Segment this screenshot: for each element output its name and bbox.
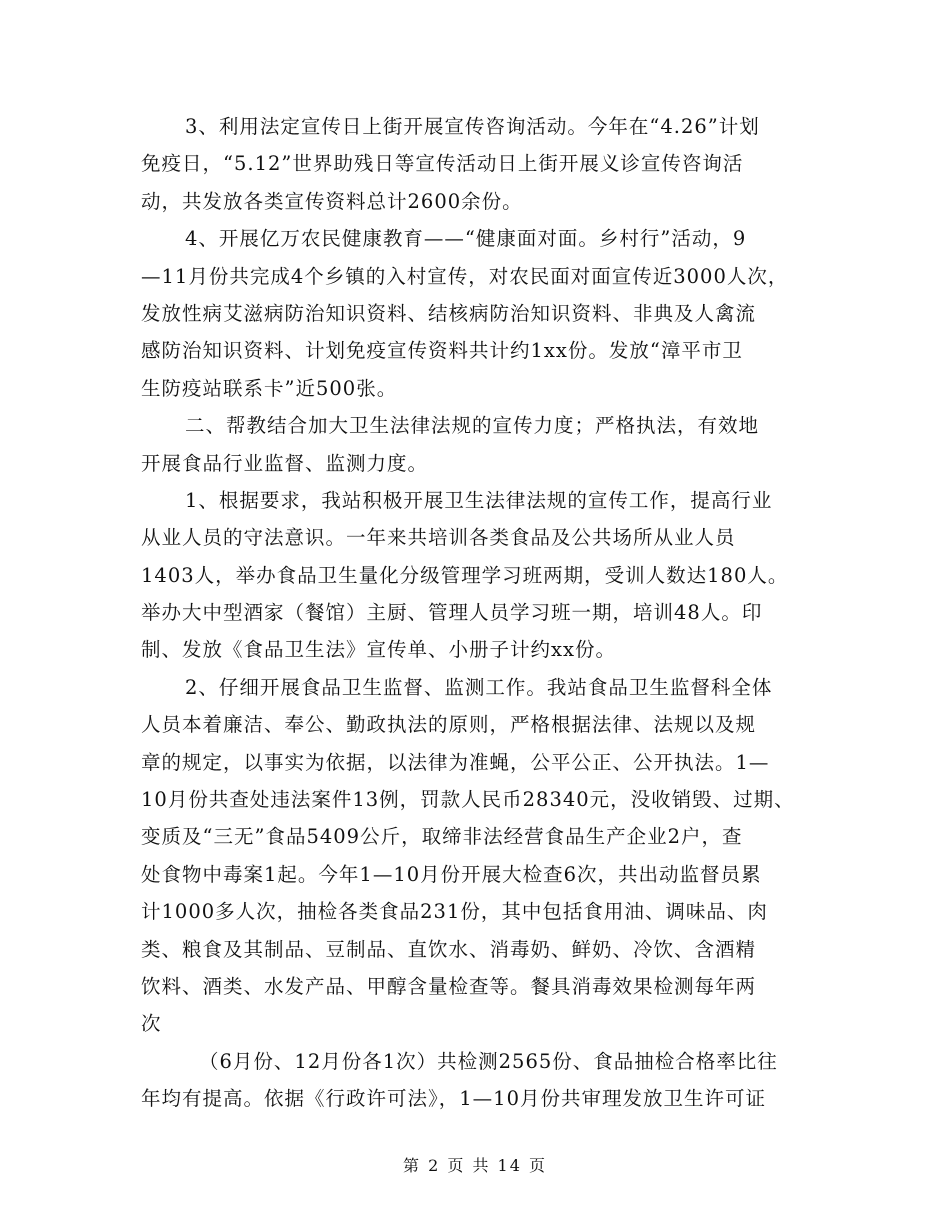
- text-line: （6月份、12月份各1次）共检测2565份、食品抽检合格率比往: [199, 1049, 778, 1073]
- text-line: 饮料、酒类、水发产品、甲醇含量检查等。餐具消毒效果检测每年两: [141, 974, 757, 998]
- text-line: 人员本着廉洁、奉公、勤政执法的原则，严格根据法律、法规以及规: [141, 713, 757, 737]
- text-line: 处食物中毒案1起。今年1—10月份开展大检查6次，共出动监督员累: [141, 862, 762, 886]
- text-line: 年均有提高。依据《行政许可法》，1—10月份共审理发放卫生许可证: [141, 1087, 766, 1111]
- section-heading-line: 开展食品行业监督、监测力度。: [141, 451, 429, 475]
- text-line: 2、仔细开展食品卫生监督、监测工作。我站食品卫生监督科全体: [185, 675, 773, 699]
- text-line: 1、根据要求，我站积极开展卫生法律法规的宣传工作，提高行业: [185, 488, 773, 512]
- text-line: 感防治知识资料、计划免疫宣传资料共计约1xx份。发放“漳平市卫: [141, 339, 743, 363]
- text-line: 1403人，举办食品卫生量化分级管理学习班两期，受训人数达180人。: [141, 563, 789, 587]
- text-line: 生防疫站联系卡”近500张。: [141, 376, 398, 400]
- text-line: 类、粮食及其制品、豆制品、直饮水、消毒奶、鲜奶、冷饮、含酒精: [141, 937, 757, 961]
- text-line: 10月份共查处违法案件13例，罚款人民币28340元，没收销毁、过期、: [141, 788, 795, 812]
- text-line: 变质及“三无”食品5409公斤，取缔非法经营食品生产企业2户，查: [141, 825, 743, 849]
- section-heading-line: 二、帮教结合加大卫生法律法规的宣传力度；严格执法，有效地: [185, 414, 760, 438]
- text-line: —11月份共完成4个乡镇的入村宣传，对农民面对面宣传近3000人次，: [141, 264, 789, 288]
- text-line: 3、利用法定宣传日上街开展宣传咨询活动。今年在“4.26”计划: [185, 115, 760, 138]
- text-line: 次: [141, 1012, 162, 1036]
- page-number-footer: 第 2 页 共 14 页: [403, 1156, 547, 1175]
- text-line: 4、开展亿万农民健康教育——“健康面对面。乡村行”活动，9: [185, 227, 747, 251]
- text-line: 计1000多人次，抽检各类食品231份，其中包括食用油、调味品、肉: [141, 900, 768, 924]
- text-line: 从业人员的守法意识。一年来共培训各类食品及公共场所从业人员: [141, 526, 736, 550]
- text-line: 章的规定，以事实为依据，以法律为准蝇，公平公正、公开执法。1—: [141, 750, 770, 774]
- text-line: 发放性病艾滋病防治知识资料、结核病防治知识资料、非典及人禽流: [141, 301, 757, 325]
- text-line: 举办大中型酒家（餐馆）主厨、管理人员学习班一期，培训48人。印: [141, 601, 763, 625]
- document-body: [141, 108, 821, 1118]
- text-line: 动，共发放各类宣传资料总计2600余份。: [141, 189, 523, 213]
- text-line: 免疫日，“5.12”世界助残日等宣传活动日上街开展义诊宣传咨询活: [141, 152, 744, 176]
- text-line: 制、发放《食品卫生法》宣传单、小册子计约xx份。: [141, 638, 616, 662]
